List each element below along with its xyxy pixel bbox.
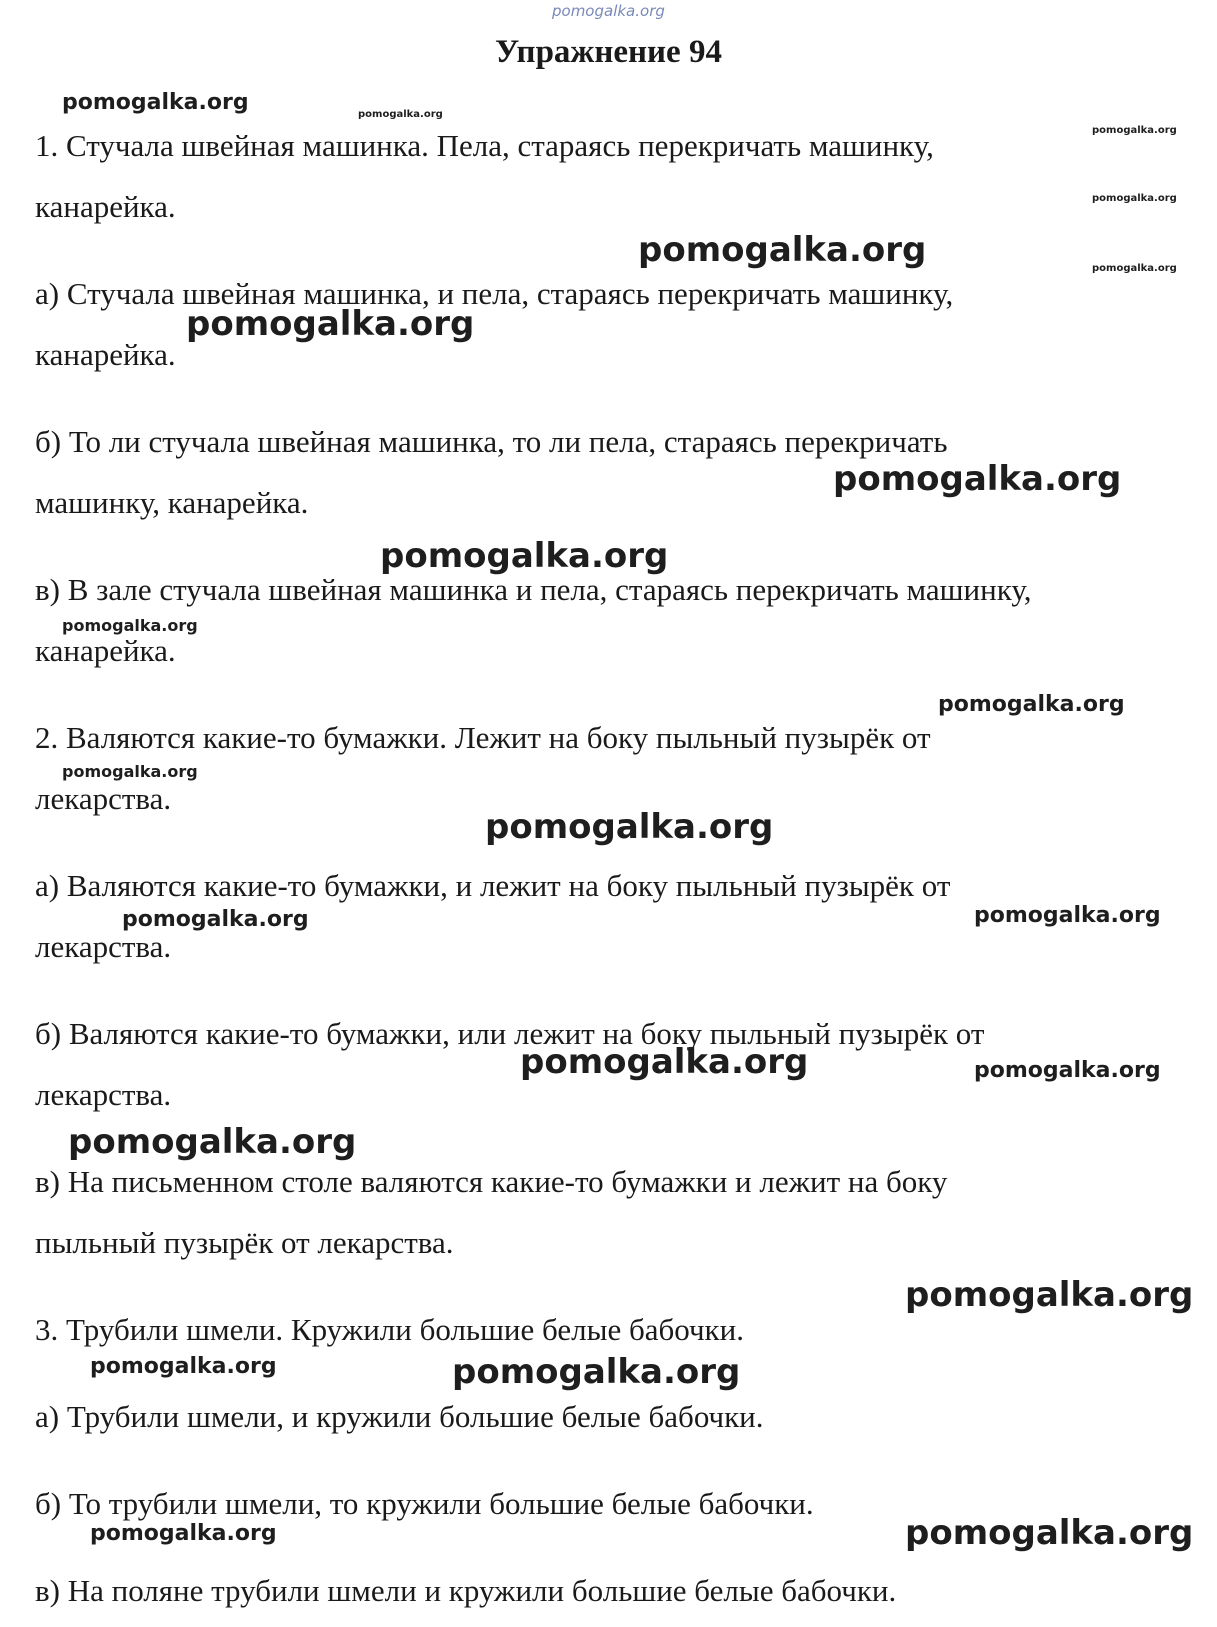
text-line: а) Трубили шмели, и кружили большие белые бабочки. (35, 1399, 764, 1434)
watermark: pomogalka.org (938, 692, 1125, 717)
watermark: pomogalka.org (122, 907, 309, 932)
watermark: pomogalka.org (380, 536, 669, 576)
text-line: пыльный пузырёк от лекарства. (35, 1225, 454, 1260)
text-line: а) Валяются какие-то бумажки, и лежит на боку пыльный пузырёк от (35, 868, 951, 903)
watermark: pomogalka.org (62, 616, 198, 635)
text-line: 3. Трубили шмели. Кружили большие белые бабочки. (35, 1312, 744, 1347)
top-watermark: pomogalka.org (552, 2, 665, 20)
text-line: лекарства. (35, 1077, 172, 1112)
watermark: pomogalka.org (68, 1122, 357, 1162)
watermark: pomogalka.org (186, 304, 475, 344)
watermark: pomogalka.org (452, 1352, 741, 1392)
watermark: pomogalka.org (90, 1521, 277, 1546)
text-line: а) Стучала швейная машинка, и пела, стараясь перекричать машинку, (35, 276, 954, 311)
watermark: pomogalka.org (974, 1058, 1161, 1083)
watermark: pomogalka.org (905, 1275, 1194, 1315)
watermark: pomogalka.org (1092, 263, 1177, 274)
text-line: канарейка. (35, 189, 176, 224)
text-line: в) На поляне трубили шмели и кружили большие белые бабочки. (35, 1573, 897, 1608)
watermark: pomogalka.org (485, 807, 774, 847)
watermark: pomogalka.org (62, 762, 198, 781)
watermark: pomogalka.org (833, 459, 1122, 499)
text-line: б) Валяются какие-то бумажки, или лежит на боку пыльный пузырёк от (35, 1016, 985, 1051)
text-line: 1. Стучала швейная машинка. Пела, стараясь перекричать машинку, (35, 128, 934, 163)
watermark: pomogalka.org (905, 1513, 1194, 1553)
watermark: pomogalka.org (520, 1042, 809, 1082)
text-line: б) То трубили шмели, то кружили большие белые бабочки. (35, 1486, 814, 1521)
watermark: pomogalka.org (1092, 125, 1177, 136)
page-title: Упражнение 94 (495, 34, 722, 70)
watermark: pomogalka.org (638, 230, 927, 270)
text-line: лекарства. (35, 781, 172, 816)
watermark: pomogalka.org (974, 903, 1161, 928)
text-line: канарейка. (35, 337, 176, 372)
text-line: машинку, канарейка. (35, 485, 309, 520)
text-line: лекарства. (35, 929, 172, 964)
text-line: в) На письменном столе валяются какие-то бумажки и лежит на боку (35, 1164, 948, 1199)
text-line: канарейка. (35, 633, 176, 668)
text-line: в) В зале стучала швейная машинка и пела, стараясь перекричать машинку, (35, 572, 1032, 607)
text-line: б) То ли стучала швейная машинка, то ли пела, стараясь перекричать (35, 424, 948, 459)
watermark: pomogalka.org (358, 109, 443, 120)
watermark: pomogalka.org (90, 1354, 277, 1379)
watermark: pomogalka.org (62, 90, 249, 115)
text-line: 2. Валяются какие-то бумажки. Лежит на боку пыльный пузырёк от (35, 720, 931, 755)
watermark: pomogalka.org (1092, 193, 1177, 204)
